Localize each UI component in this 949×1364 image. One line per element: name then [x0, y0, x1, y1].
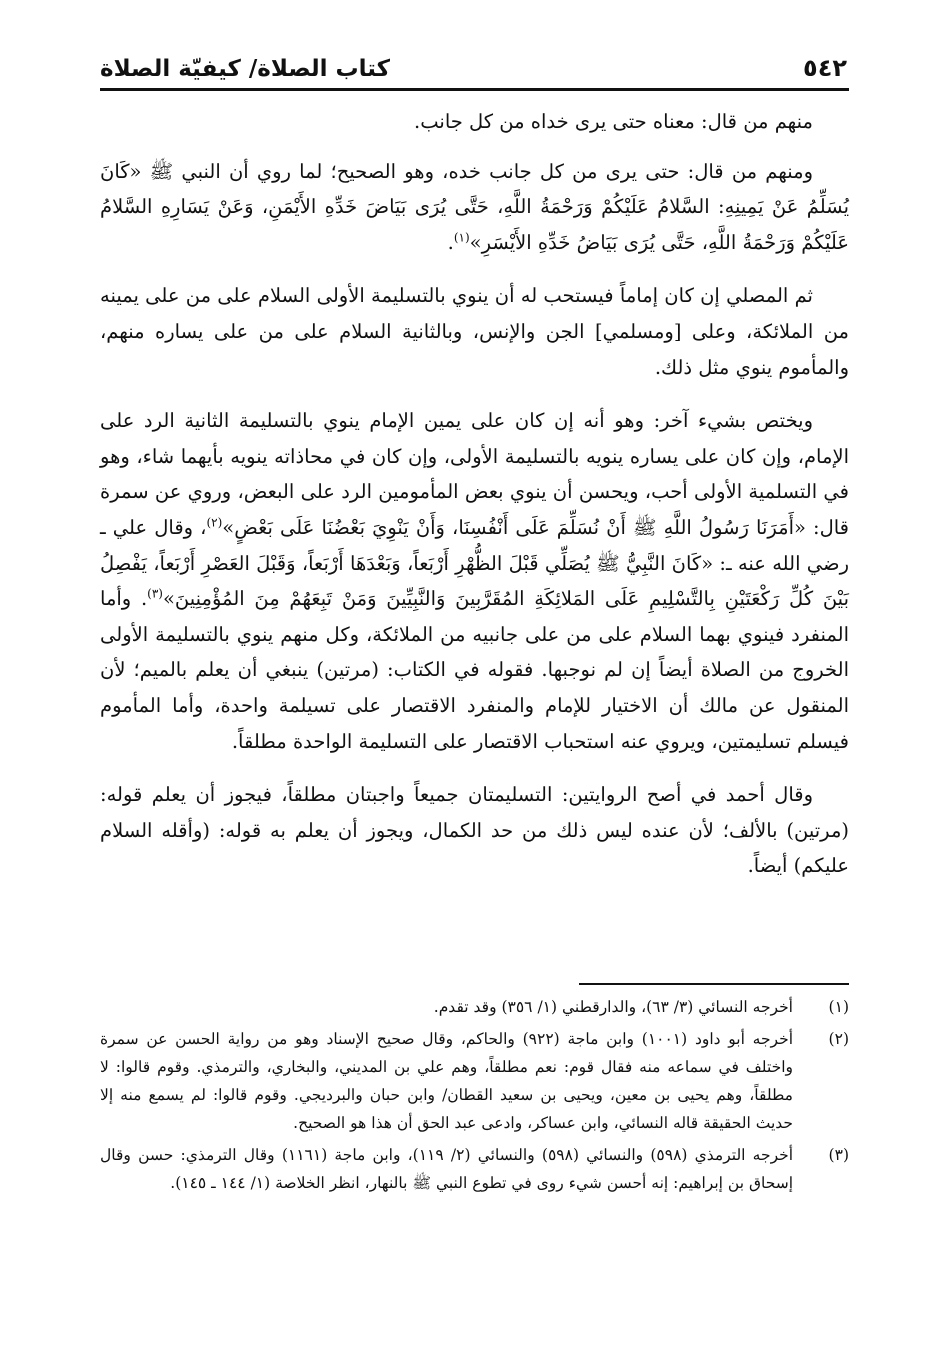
paragraph-text: ومنهم من قال: حتى يرى من كل جانب خده، وهو الصحيح؛ لما روي أن النبي ﷺ «كَانَ يُسَلِّمُ عَنْ يَمِينِهِ: السَّلامُ عَلَيْكُمْ وَرَحْمَةُ اللَّهِ، حَتَّى يُرَى بَيَاضَ خَدِّهِ الأَيْمَنِ، وَعَنْ يَسَارِهِ السَّلامُ عَلَيْكُمْ وَرَحْمَةُ اللَّهِ، حَتَّى يُرَى بَيَاضُ خَدِّهِ الأَيْسَرِ» — [100, 159, 849, 254]
paragraph-text: ويختص بشيء آخر: وهو أنه إن كان على يمين الإمام ينوي بالتسليمة الثانية الرد على الإمام، وإن كان على يساره ينويه بالتسليمة الأولى، وإن كان في محاذاته ينويه بأيهما شاء، وهو في التسلمية الأولى أحب، ويحسن أن ينوي بعض المأمومين الرد على البعض، وروي عن سمرة قال: «أَمَرَنَا رَسُولُ اللَّهِ ﷺ أَنْ نُسَلِّمَ عَلَى أَنْفُسِنَا، وَأَنْ يَنْوِيَ بَعْضُنَا عَلَى بَعْضٍ» — [100, 409, 850, 539]
footnote-marker: (١) — [453, 230, 470, 245]
paragraph-text: منهم من قال: معناه حتى يرى خداه من كل جانب. — [414, 110, 813, 133]
footnote-text: أخرجه الترمذي (٥٩٨) والنسائي (٥٩٨) والنسائي (٢/ ١١٩)، وابن ماجة (١١٦١) وقال الترمذي: حسن وقال إسحاق بن إبراهيم: إنه أحسن شيء روى في تطوع النبي ﷺ بالنهار، انظر الخلاصة (١/ ١٤٤ ـ ١٤٥). — [100, 1146, 794, 1192]
footnote-marker: (٣) — [147, 586, 163, 601]
footnote-text: أخرجه النسائي (٣/ ٦٣)، والدارقطني (١/ ٣٥٦) وقد تقدم. — [433, 998, 793, 1016]
main-text — [100, 104, 849, 902]
paragraph — [100, 777, 849, 884]
paragraph-text: . وأما المنفرد فينوي بهما السلام على من على جانبيه من الملائكة، وكل منهم ينوي بالتسليمة الأولى الخروج من الصلاة أيضاً إن لم نوجبها. فقوله في الكتاب: (مرتين) ينبغي أن يعلم بالميم؛ لأن المنقول عن مالك أن الاختيار للإمام والمنفرد الاقتصار على تسيلمة واحدة، وأما المأموم فيسلم تسليمتين، ويروي عنه استحباب الاقتصار على التسليمة الواحدة مطلقاً. — [100, 587, 849, 753]
paragraph-text: وقال أحمد في أصح الروايتين: التسليمتان جميعاً واجبتان مطلقاً، فيجوز أن يعلم قوله: (مرتين) بالألف؛ لأن عنده ليس ذلك من حد الكمال، ويجوز أن يعلم به قوله: (وأقله السلام عليكم) أيضاً. — [100, 783, 849, 878]
footnote — [100, 1025, 849, 1137]
paragraph — [100, 154, 849, 261]
paragraph — [100, 278, 849, 385]
paragraph-text: ، وقال علي ـ رضي الله عنه ـ: «كَانَ النَّبِيُّ ﷺ يُصَلِّي قَبْلَ الظُّهْرِ أَرْبَعاً، وَبَعْدَهَا أَرْبَعاً، وَقَبْلَ العَصْرِ أَرْبَعاً، يَفْصِلُ بَيْنَ كُلِّ رَكْعَتَيْنِ بِالتَّسْلِيمِ عَلَى المَلائِكَةِ المُقَرَّبِينَ وَالنَّبِيِّينَ وَمَنْ تَبِعَهُمْ مِنَ المُؤْمِنِينَ» — [100, 515, 849, 611]
footnote — [100, 993, 849, 1021]
footnote-text: أخرجه أبو داود (١٠٠١) وابن ماجة (٩٢٢) والحاكم، وقال صحيح الإسناد وهو من رواية الحسن عن سمرة واختلف في سماعه منه فقال قوم: نعم مطلقاً، وهم علي بن المديني، والبخاري، والترمذي. وقوم قالوا: لا مطلقاً، وهم يحيى بن معين، ويحيى بن سعيد القطان/ وابن حبان والبرديجي. وقوم قالوا: لم يسمع منه إلا حديث الحقيقة قاله النسائي، وابن عساكر، وادعى عبد الحق أن هذا هو الصحيح. — [100, 1030, 793, 1132]
footnote-divider — [579, 983, 849, 985]
footnote-marker: (٢) — [206, 515, 223, 530]
paragraph-text: ثم المصلي إن كان إماماً فيستحب له أن ينوي بالتسليمة الأولى السلام على من على يمينه من الملائكة، وعلى [ومسلمي] الجن والإنس، وبالثانية السلام على من على يساره منهم، والمأموم ينوي مثل ذلك. — [100, 284, 849, 379]
page-number: ٥٤٢ — [803, 54, 847, 82]
footnote — [100, 1141, 849, 1197]
running-title: كتاب الصلاة/ كيفيّة الصلاة — [100, 56, 391, 82]
page-header — [100, 44, 849, 91]
paragraph — [100, 403, 849, 759]
paragraph — [100, 104, 849, 140]
footnote-number: (١) — [828, 998, 849, 1016]
footnote-number: (٣) — [828, 1146, 849, 1164]
footnote-number: (٢) — [828, 1030, 849, 1048]
footnotes — [100, 993, 849, 1201]
paragraph-tail: . — [447, 230, 454, 254]
